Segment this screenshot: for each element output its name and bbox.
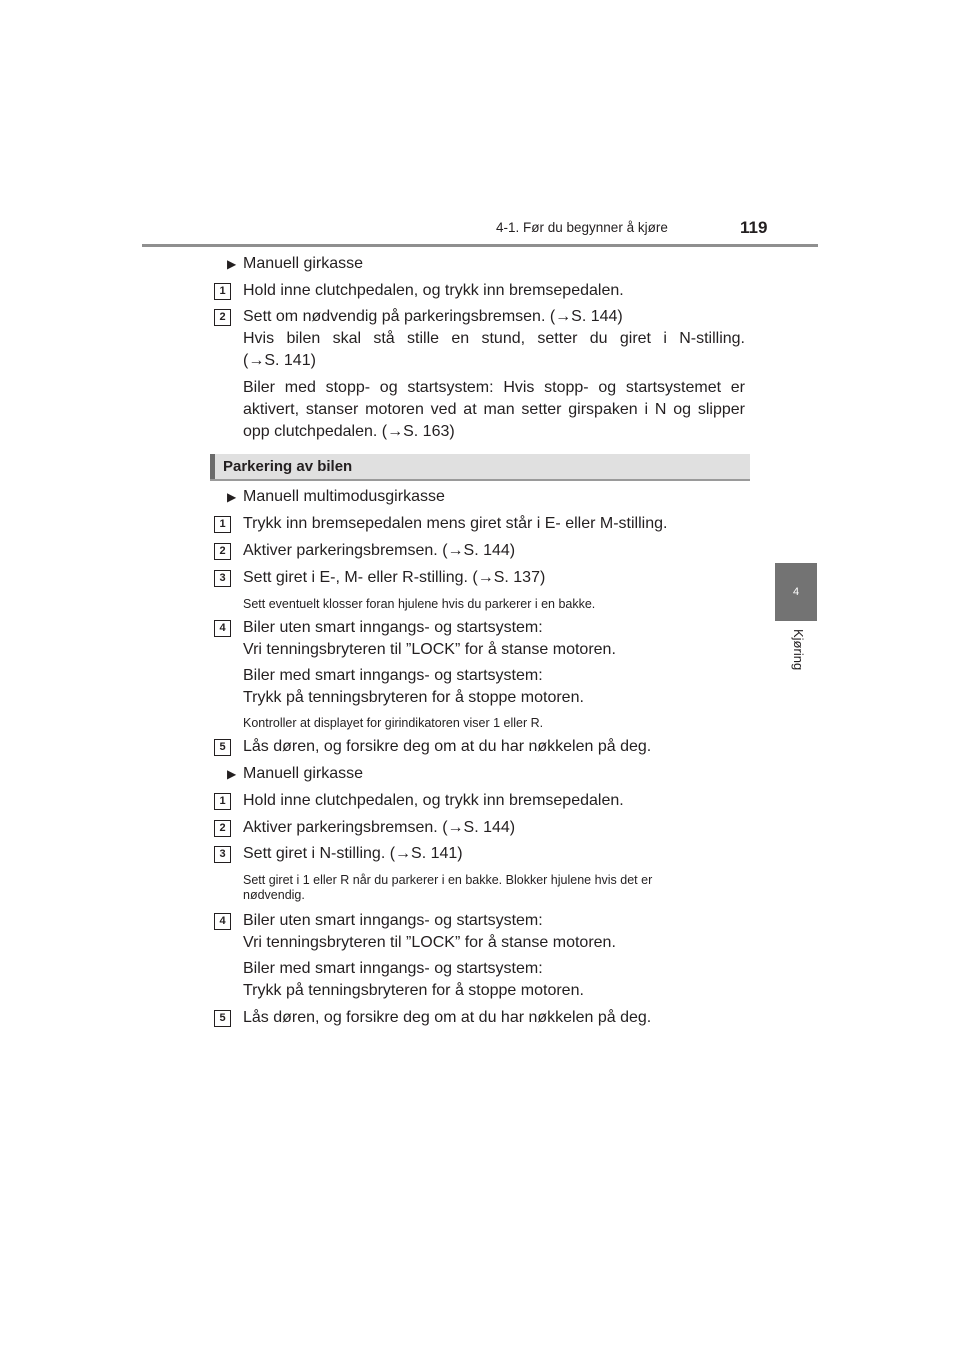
page-number: 119 bbox=[740, 218, 768, 237]
step-number-badge: 1 bbox=[214, 793, 231, 810]
step-number-badge: 2 bbox=[214, 309, 231, 326]
step-note: nødvendig. bbox=[243, 888, 305, 902]
step-text: Biler med smart inngangs- og startsystem: bbox=[243, 960, 543, 977]
step-text: Biler uten smart inngangs- og startsystem: bbox=[243, 619, 543, 636]
step-text: Sett om nødvendig på parkeringsbremsen. (→S. 144) bbox=[243, 308, 623, 325]
subtitle-manual-gearbox: Manuell girkasse bbox=[243, 765, 364, 782]
arrow-bullet-icon: ▶ bbox=[227, 490, 237, 504]
step-text: Aktiver parkeringsbremsen. (→S. 144) bbox=[243, 542, 516, 559]
subtitle-multimode-gearbox: Manuell multimodusgirkasse bbox=[243, 488, 445, 505]
step-number-badge: 3 bbox=[214, 570, 231, 587]
step-text: opp clutchpedalen. (→S. 163) bbox=[243, 423, 455, 440]
step-number-badge: 2 bbox=[214, 820, 231, 837]
step-number-badge: 1 bbox=[214, 516, 231, 533]
step-number-badge: 4 bbox=[214, 620, 231, 637]
step-text: Hold inne clutchpedalen, og trykk inn bremsepedalen. bbox=[243, 792, 624, 809]
step-text: Sett giret i E-, M- eller R-stilling. (→S. 137) bbox=[243, 569, 546, 586]
section-heading-bar bbox=[210, 454, 215, 479]
step-text: Trykk inn bremsepedalen mens giret står i E- eller M-stilling. bbox=[243, 515, 668, 532]
step-text: Vri tenningsbryteren til ”LOCK” for å stanse motoren. bbox=[243, 934, 616, 951]
section-heading bbox=[210, 454, 750, 481]
step-text: Biler med stopp- og startsystem: Hvis stopp- og startsystemet er bbox=[243, 379, 745, 396]
running-header-section: 4-1. Før du begynner å kjøre bbox=[496, 220, 668, 235]
step-text: Hvis bilen skal stå stille en stund, setter du giret i N-stilling. bbox=[243, 330, 745, 347]
step-number-badge: 5 bbox=[214, 739, 231, 756]
step-number-badge: 1 bbox=[214, 283, 231, 300]
step-text: Aktiver parkeringsbremsen. (→S. 144) bbox=[243, 819, 516, 836]
step-text: (→S. 141) bbox=[243, 352, 316, 369]
step-number-badge: 5 bbox=[214, 1010, 231, 1027]
step-text: Trykk på tenningsbryteren for å stoppe motoren. bbox=[243, 689, 584, 706]
step-text: Vri tenningsbryteren til ”LOCK” for å stanse motoren. bbox=[243, 641, 616, 658]
subtitle-manual-gearbox: Manuell girkasse bbox=[243, 255, 364, 272]
step-text: Lås døren, og forsikre deg om at du har nøkkelen på deg. bbox=[243, 738, 652, 755]
section-title: Parkering av bilen bbox=[223, 458, 353, 475]
chapter-tab-label: Kjøring bbox=[791, 629, 806, 671]
arrow-bullet-icon: ▶ bbox=[227, 257, 237, 271]
step-text: Lås døren, og forsikre deg om at du har nøkkelen på deg. bbox=[243, 1009, 652, 1026]
step-number-badge: 3 bbox=[214, 846, 231, 863]
step-note: Sett giret i 1 eller R når du parkerer i en bakke. Blokker hjulene hvis det er bbox=[243, 873, 653, 887]
step-note: Kontroller at displayet for girindikatoren viser 1 eller R. bbox=[243, 716, 544, 730]
step-text: Biler med smart inngangs- og startsystem: bbox=[243, 667, 543, 684]
chapter-tab: 4 bbox=[775, 563, 817, 621]
step-number-badge: 4 bbox=[214, 913, 231, 930]
arrow-bullet-icon: ▶ bbox=[227, 767, 237, 781]
step-text: Hold inne clutchpedalen, og trykk inn bremsepedalen. bbox=[243, 282, 624, 299]
header-rule bbox=[142, 244, 818, 247]
step-text: Biler uten smart inngangs- og startsystem: bbox=[243, 912, 543, 929]
step-text: aktivert, stanser motoren ved at man setter girspaken i N og slipper bbox=[243, 401, 745, 418]
step-number-badge: 2 bbox=[214, 543, 231, 560]
step-text: Trykk på tenningsbryteren for å stoppe motoren. bbox=[243, 982, 584, 999]
step-note: Sett eventuelt klosser foran hjulene hvis du parkerer i en bakke. bbox=[243, 597, 596, 611]
step-text: Sett giret i N-stilling. (→S. 141) bbox=[243, 845, 463, 862]
